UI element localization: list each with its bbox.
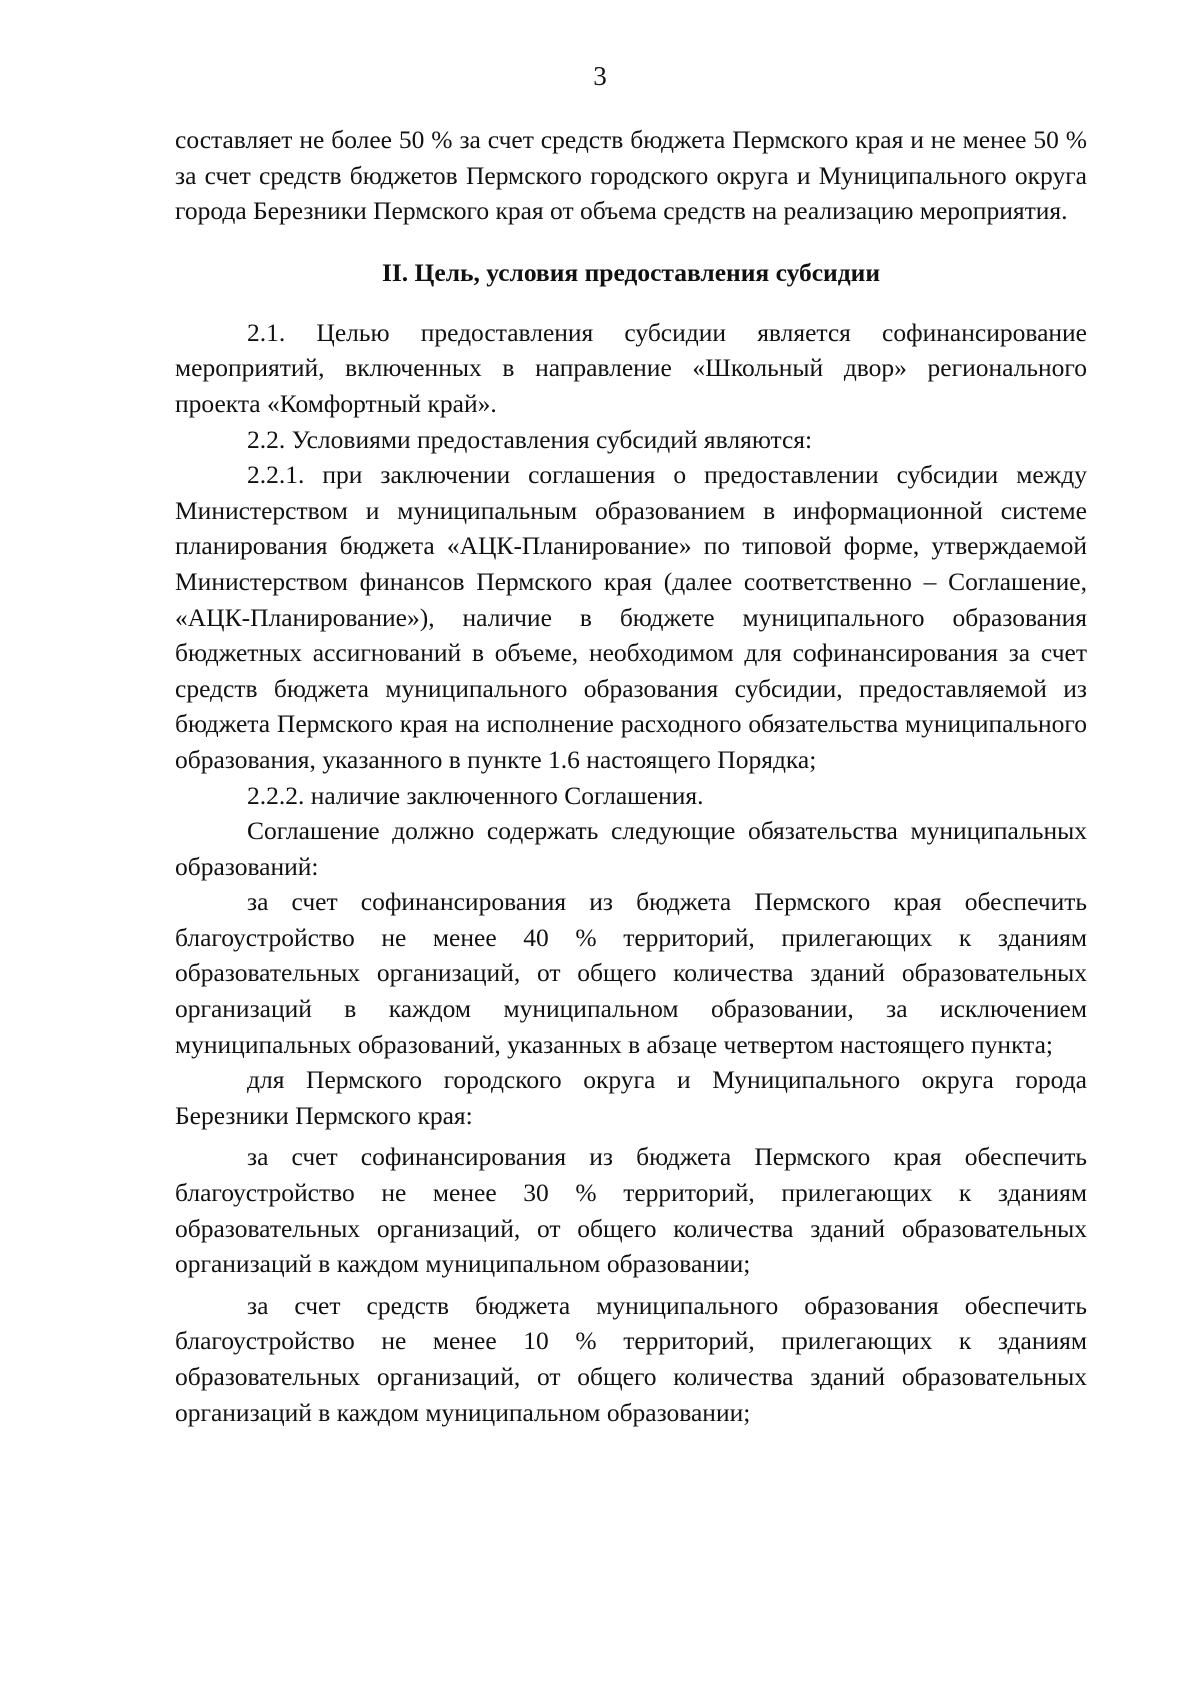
paragraph-2-1: 2.1. Целью предоставления субсидии является софинансирование мероприятий, включенных в направление «Школьный двор» регионального проекта «Комфортный край». <box>175 317 1087 418</box>
page-number: 3 <box>593 61 607 91</box>
paragraph-2-2-2: 2.2.2. наличие заключенного Соглашения. <box>247 780 704 810</box>
paragraph-obligation-40-percent: за счет софинансирования из бюджета Пермского края обеспечить благоустройство не менее 40 % территорий, прилегающих к зданиям образовательных организаций, от общего количества зданий образовательных организаций в каждом муниципальном образовании, за исключением муниципальных образований, указанных в абзаце четвертом настоящего пункта; <box>175 887 1087 1059</box>
paragraph-2-2-1: 2.2.1. при заключении соглашения о предоставлении субсидии между Министерством и муниципальным образованием в информационной системе планирования бюджета «АЦК-Планирование» по типовой форме, утверждаемой Министерством финансов Пермского края (далее соответственно – Соглашение, «АЦК-Планирование»), наличие в бюджете муниципального образования бюджетных ассигнований в объеме, необходимом для софинансирования за счет средств бюджета муниципального образования субсидии, предоставляемой из бюджета Пермского края на исполнение расходного обязательства муниципального образования, указанного в пункте 1.6 настоящего Порядка; <box>175 460 1087 774</box>
paragraph-2-2: 2.2. Условиями предоставления субсидий являются: <box>247 424 813 454</box>
paragraph-continuation: составляет не более 50 % за счет средств бюджета Пермского края и не менее 50 % за счет средств бюджетов Пермского городского округа и Муниципального округа города Березники Пермского края от объема средств на реализацию мероприятия. <box>175 125 1087 226</box>
paragraph-perm-berezniki: для Пермского городского округа и Муниципального округа города Березники Пермского края: <box>175 1065 1087 1130</box>
paragraph-obligation-10-percent: за счет средств бюджета муниципального образования обеспечить благоустройство не менее 10 % территорий, прилегающих к зданиям образовательных организаций, от общего количества зданий образовательных организаций в каждом муниципальном образовании; <box>175 1290 1087 1427</box>
document-body <box>175 122 1087 1430</box>
paragraph-agreement-obligations: Соглашение должно содержать следующие обязательства муниципальных образований: <box>175 816 1087 881</box>
paragraph-obligation-30-percent: за счет софинансирования из бюджета Пермского края обеспечить благоустройство не менее 30 % территорий, прилегающих к зданиям образовательных организаций, от общего количества зданий образовательных организаций в каждом муниципальном образовании; <box>175 1142 1087 1279</box>
section-heading: II. Цель, условия предоставления субсидии <box>381 257 881 287</box>
